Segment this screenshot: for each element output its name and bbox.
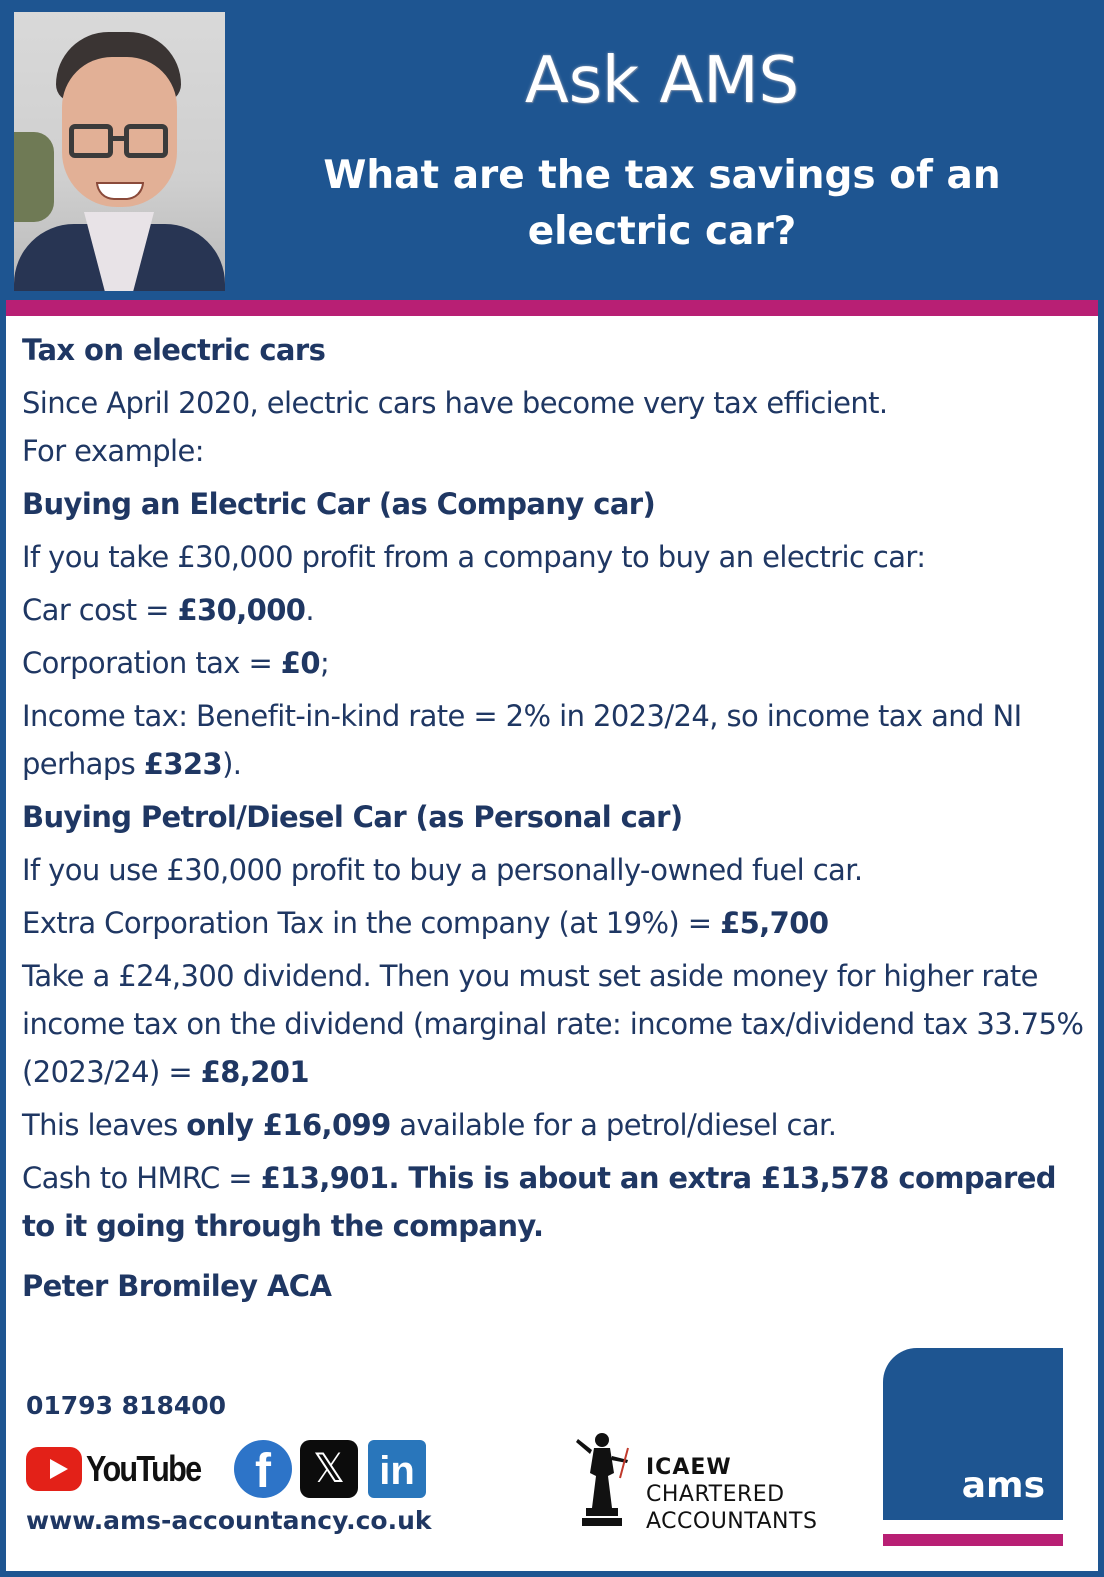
subtitle-line-1: What are the tax savings of an: [323, 153, 1001, 198]
leaves-end: available for a petrol/diesel car.: [390, 1108, 837, 1142]
corp-tax-label: Corporation tax =: [22, 646, 281, 680]
dividend-value: £8,201: [200, 1055, 309, 1089]
dividend-line: [22, 952, 1090, 1096]
corp-tax-value: £0: [280, 646, 320, 680]
icaew-line-3: ACCOUNTANTS: [646, 1509, 818, 1534]
icaew-line-2: CHARTERED: [646, 1482, 785, 1507]
leaves-value: only £16,099: [186, 1108, 391, 1142]
section-heading-company-car: Buying an Electric Car (as Company car): [22, 487, 656, 521]
icaew-line-1: ICAEW: [646, 1455, 732, 1480]
author-photo: [14, 12, 225, 291]
income-tax-text: Income tax: Benefit-in-kind rate = 2% in 2023/24, so income tax and NI perhaps: [22, 699, 1022, 781]
cash-label: Cash to HMRC =: [22, 1161, 261, 1195]
youtube-icon: [26, 1447, 82, 1491]
x-icon[interactable]: 𝕏: [300, 1440, 358, 1498]
website-link[interactable]: www.ams-accountancy.co.uk: [26, 1506, 432, 1535]
cash-to-hmrc-line: [22, 1154, 1090, 1250]
section-heading-tax: Tax on electric cars: [22, 333, 326, 367]
company-car-intro: If you take £30,000 profit from a company to buy an electric car:: [22, 540, 926, 574]
income-tax-line: [22, 692, 1090, 788]
page-title: Ask AMS: [524, 44, 800, 118]
icaew-figure-icon: [572, 1428, 634, 1532]
ams-logo-text: ams: [961, 1465, 1045, 1506]
header-divider: [6, 300, 1098, 316]
dividend-text: Take a £24,300 dividend. Then you must set aside money for higher rate income tax on the dividend (marginal rate: income tax/dividend tax 33.75% (2023/24) =: [22, 959, 1084, 1089]
leaves-line: [22, 1101, 1090, 1149]
section-heading-personal-car: Buying Petrol/Diesel Car (as Personal car): [22, 800, 683, 834]
income-tax-value: £323: [143, 747, 223, 781]
car-cost-end: .: [305, 593, 314, 627]
cash-value: £13,901. This is about an extra £13,578 compared to it going through the company.: [22, 1161, 1056, 1243]
intro-line-1: Since April 2020, electric cars have become very tax efficient.: [22, 386, 888, 420]
leaves-start: This leaves: [22, 1108, 187, 1142]
income-tax-end: ).: [222, 747, 242, 781]
phone-number[interactable]: 01793 818400: [26, 1391, 227, 1420]
car-cost-line: [22, 586, 1090, 634]
extra-corp-label: Extra Corporation Tax in the company (at 19%) =: [22, 906, 721, 940]
page-subtitle: [226, 148, 1098, 260]
linkedin-icon[interactable]: in: [368, 1440, 426, 1498]
facebook-icon[interactable]: f: [234, 1440, 292, 1498]
article-body: [22, 326, 1090, 1315]
ams-logo: [883, 1348, 1063, 1520]
intro-paragraph: [22, 379, 1090, 475]
extra-corp-tax-line: [22, 899, 1090, 947]
corp-tax-end: ;: [319, 646, 330, 680]
youtube-wordmark: YouTube: [86, 1448, 201, 1489]
header-banner: [6, 6, 1098, 300]
intro-line-2: For example:: [22, 434, 204, 468]
car-cost-value: £30,000: [177, 593, 306, 627]
personal-car-intro: If you use £30,000 profit to buy a personally-owned fuel car.: [22, 853, 863, 887]
car-cost-label: Car cost =: [22, 593, 178, 627]
subtitle-line-2: electric car?: [527, 209, 797, 254]
ams-logo-bar: [883, 1534, 1063, 1546]
corp-tax-line: [22, 639, 1090, 687]
youtube-link[interactable]: [26, 1444, 221, 1494]
extra-corp-value: £5,700: [720, 906, 829, 940]
author-name: Peter Bromiley ACA: [22, 1269, 332, 1303]
icaew-logo-text: [646, 1454, 817, 1535]
